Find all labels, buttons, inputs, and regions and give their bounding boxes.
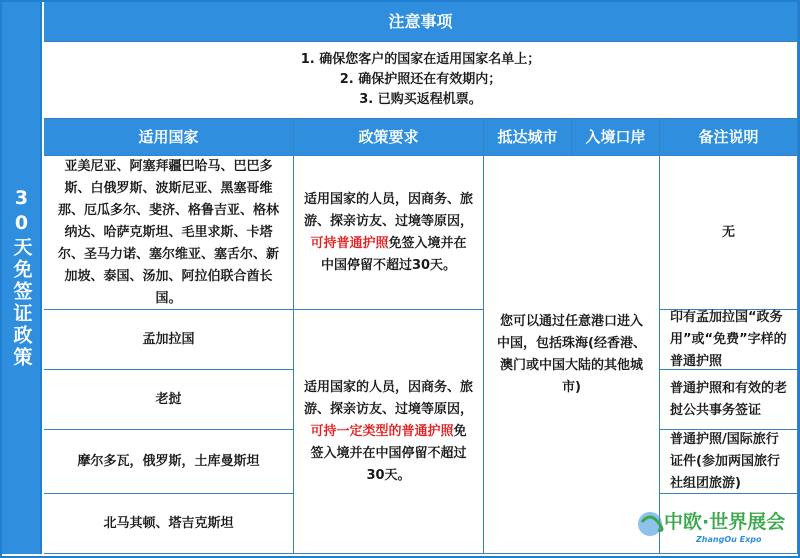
side-title-bar [2, 2, 42, 554]
header-policy-label: 政策要求 [358, 128, 419, 146]
row-4-countries [44, 430, 294, 494]
policy-1-text [304, 189, 473, 277]
logo-text: 中欧·世界展会 [664, 511, 786, 533]
row-5-countries [44, 494, 294, 554]
entry-info-text: 您可以通过任意港口进入中国，包括珠海(经香港、澳门或中国大陆的其他城市) [497, 313, 646, 395]
row-1-remark [660, 156, 798, 310]
policy-2-pre: 适用国家的人员，因商务、旅游、探亲访友、过境等原因， [304, 379, 474, 417]
header-countries [44, 119, 294, 156]
notice-item-1: 1. 确保您客户的国家在适用国家名单上； [300, 52, 541, 67]
row-4-remark-text: 普通护照/国际旅行证件(参加两国旅行社组团旅游) [670, 431, 780, 491]
row-3-remark [660, 370, 798, 430]
expo-logo [636, 500, 796, 548]
header-countries-label: 适用国家 [138, 128, 199, 146]
row-1-remark-text: 无 [721, 224, 735, 240]
row-3-remark-text: 普通护照和有效的老挝公共事务签证 [670, 380, 788, 418]
notice-item-3: 3. 已购买返程机票。 [359, 92, 482, 107]
notice-title-text: 注意事项 [388, 11, 453, 31]
notice-list [44, 42, 798, 119]
policy-1-pre: 适用国家的人员，因商务、旅游、探亲访友、过境等原因， [304, 191, 474, 229]
policy-2 [294, 310, 484, 554]
row-2-countries [44, 310, 294, 370]
header-arrival-city [484, 119, 572, 156]
entry-info [484, 156, 660, 554]
policy-2-post: 免签入境并在中国停留不超过30天。 [310, 423, 467, 483]
logo-subtext: ZhangOu Expo [696, 535, 762, 544]
row-3-countries-text: 老挝 [155, 391, 182, 407]
row-4-countries-text: 摩尔多瓦，俄罗斯，土库曼斯坦 [77, 453, 260, 469]
header-entry-port [572, 119, 660, 156]
row-3-countries [44, 370, 294, 430]
policy-1 [294, 156, 484, 310]
row-5-countries-text: 北马其顿、塔吉克斯坦 [103, 515, 234, 531]
header-policy [294, 119, 484, 156]
row-1-countries [44, 156, 294, 310]
row-2-remark [660, 310, 798, 370]
notice-title [44, 2, 798, 42]
header-arrival-city-label: 抵达城市 [497, 128, 558, 146]
policy-2-highlight: 可持一定类型的普通护照 [310, 423, 454, 439]
row-4-remark [660, 430, 798, 494]
header-entry-port-label: 入境口岸 [585, 128, 646, 146]
policy-1-highlight: 可持普通护照 [310, 235, 389, 251]
policy-1-post: 免签入境并在中国停留不超过30天。 [320, 235, 467, 273]
row-2-countries-text: 孟加拉国 [142, 331, 195, 347]
row-1-countries-text: 亚美尼亚、阿塞拜疆巴哈马、巴巴多斯、白俄罗斯、波斯尼亚、黑塞哥维那、厄瓜多尔、斐济、格鲁吉亚、格林纳达、哈萨克斯坦、毛里求斯、卡塔尔、圣马力诺、塞尔维亚、塞舌尔、新加坡、泰国、汤加、阿拉伯联合酋长国。 [57, 158, 279, 306]
header-remarks-label: 备注说明 [698, 128, 759, 146]
side-title: 30天免签证政策 [10, 187, 33, 369]
policy-2-text [304, 377, 473, 487]
notice-item-2: 2. 确保护照还在有效期内； [339, 72, 502, 87]
header-remarks [660, 119, 798, 156]
row-2-remark-text: 印有孟加拉国“政务用”或“免费”字样的普通护照 [670, 309, 787, 369]
